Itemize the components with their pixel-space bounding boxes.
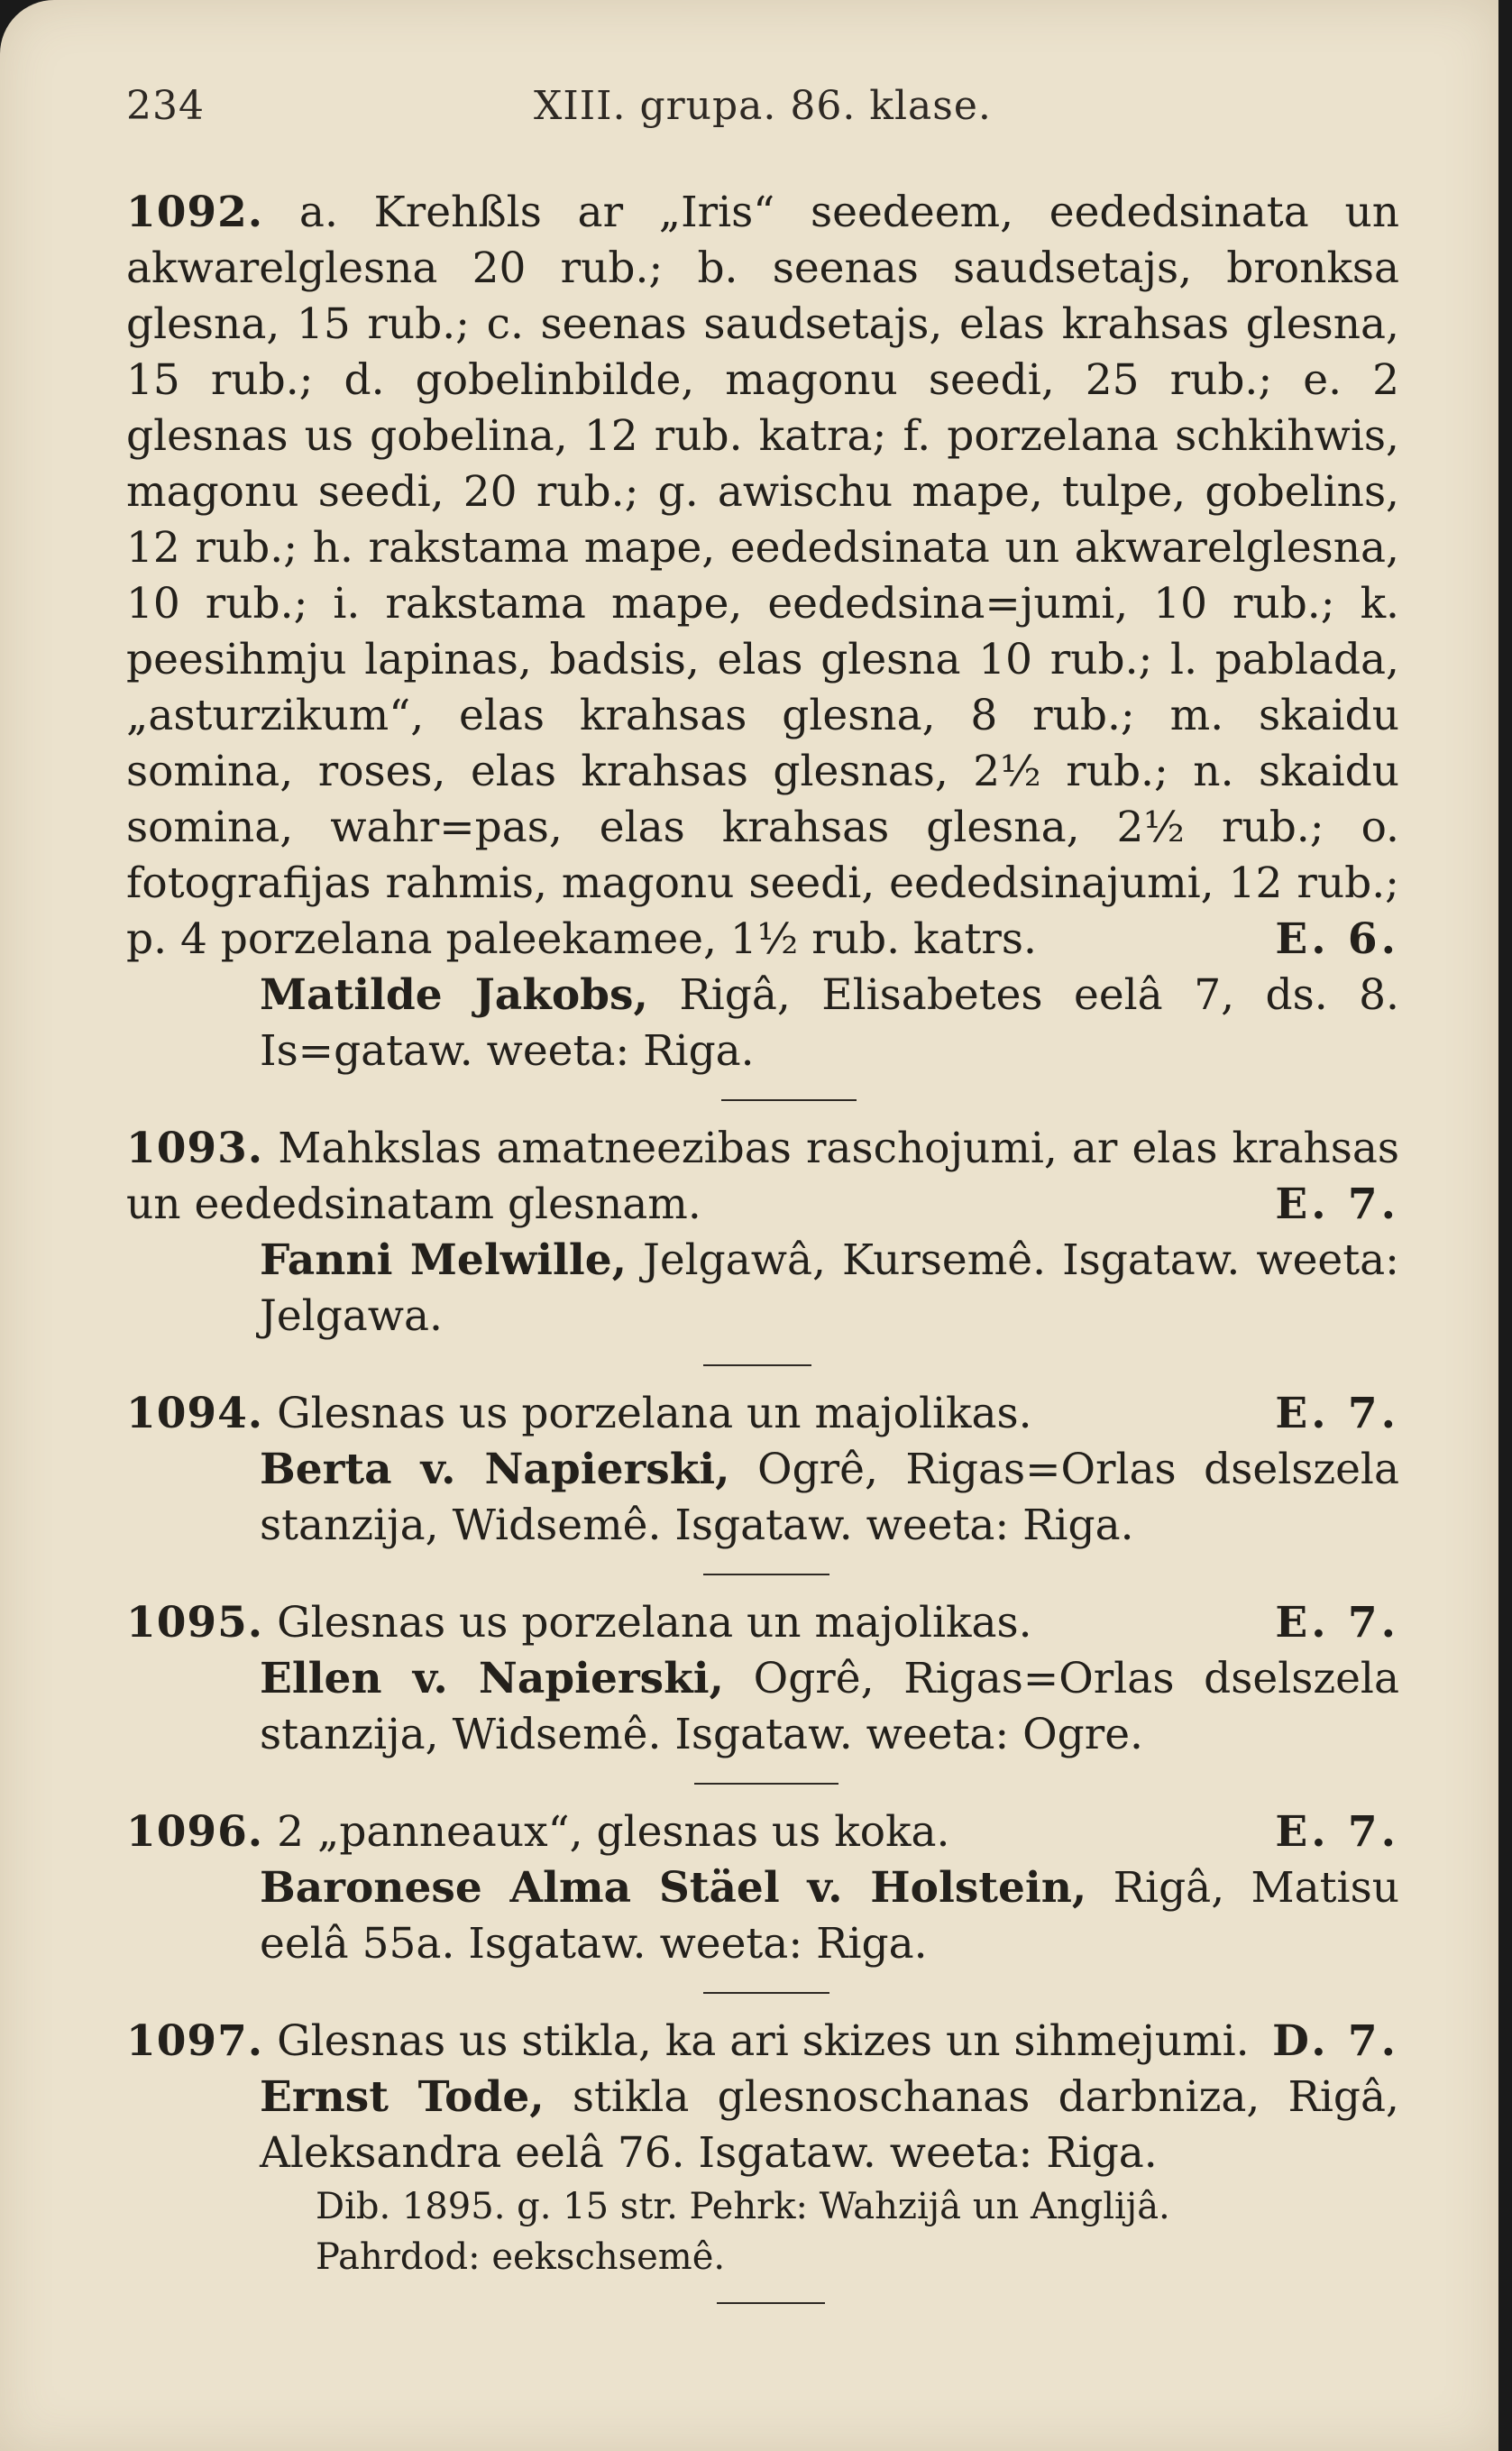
entry-number: 1097.: [126, 2016, 264, 2066]
separator-rule: [703, 1364, 811, 1366]
exhibitor-line: [126, 1442, 1399, 1554]
separator-rule: [703, 1574, 829, 1575]
entry-mark: E. 7.: [1275, 1598, 1399, 1648]
sales-info: Pahrdod: eekschsemê.: [316, 2236, 726, 2278]
exhibitor-line: [126, 1651, 1399, 1763]
entry-description-text: Glesnas us porzelana un majolikas.: [277, 1598, 1032, 1648]
entry-description-text: Glesnas us porzelana un majolikas.: [277, 1389, 1032, 1438]
separator-rule: [721, 1099, 857, 1101]
page-number: 234: [126, 83, 205, 129]
separator-rule: [703, 1992, 829, 1994]
catalog-entry: [126, 1804, 1399, 1972]
exhibitor-info: Rigâ, Elisabetes eelâ 7, ds. 8. Is=gataw. weeta: Riga.: [260, 970, 1399, 1076]
entry-mark: E. 7.: [1275, 1389, 1399, 1438]
exhibitor-line: [126, 2070, 1399, 2181]
entry-description-text: a. Krehßls ar „Iris“ seedeem, eededsinata un akwarelglesna 20 rub.; b. seenas saudsetajs, bronksa glesna, 15 rub.; c. seenas saudsetajs, elas krahsas glesna, 15 rub.; d. gobelinbilde, magonu seedi, 25 rub.; e. 2 glesnas us gobelina, 12 rub. katra; f. porzelana schkihwis, magonu seedi, 20 rub.; g. awischu mape, tulpe, gobelins, 12 rub.; h. rakstama mape, eededsinata un akwarelglesna, 10 rub.; i. rakstama mape, eededsina=jumi, 10 rub.; k. peesihmju lapinas, badsis, elas glesna 10 rub.; l. pablada, „asturzikum“, elas krahsas glesna, 8 rub.; m. skaidu somina, roses, elas krahsas glesnas, 2½ rub.; n. skaidu somina, wahr=pas, elas krahsas glesna, 2½ rub.; o. fotografijas rahmis, magonu seedi, eededsinajumi, 12 rub.; p. 4 porzelana paleekamee, 1½ rub. katrs.: [126, 188, 1399, 964]
exhibitor-name: Ellen v. Napierski,: [260, 1654, 724, 1703]
entry-description-text: Glesnas us stikla, ka ari skizes un sihmejumi.: [277, 2016, 1250, 2066]
exhibitor-name: Fanni Melwille,: [260, 1235, 627, 1285]
entry-mark: D. 7.: [1272, 2016, 1399, 2066]
exhibitor-name: Berta v. Napierski,: [260, 1445, 730, 1494]
entry-description: [126, 1804, 1399, 1860]
entry-description: [126, 185, 1399, 968]
catalog-entry: [126, 1386, 1399, 1554]
exhibitor-info: stikla glesnoschanas darbniza, Rigâ, Aleksandra eelâ 76. Isgataw. weeta: Riga.: [260, 2072, 1399, 2178]
catalog-entry: [126, 185, 1399, 1079]
exhibitor-line: [126, 968, 1399, 1079]
entry-description: [126, 1386, 1399, 1442]
entry-number: 1096.: [126, 1807, 264, 1857]
entry-mark: E. 6.: [1275, 914, 1399, 964]
entry-mark: E. 7.: [1275, 1180, 1399, 1229]
exhibitor-info: Ogrê, Rigas=Orlas dselszela stanzija, Widsemê. Isgataw. weeta: Ogre.: [260, 1654, 1399, 1759]
exhibitor-info: Rigâ, Matisu eelâ 55a. Isgataw. weeta: Riga.: [260, 1863, 1399, 1969]
catalog-entry: [126, 1595, 1399, 1763]
entry-description-text: 2 „panneaux“, glesnas us koka.: [277, 1807, 950, 1857]
entry-description: [126, 1595, 1399, 1651]
exhibitor-info: Ogrê, Rigas=Orlas dselszela stanzija, Widsemê. Isgataw. weeta: Riga.: [260, 1445, 1399, 1550]
exhibitor-line: [126, 1860, 1399, 1972]
page-header: [126, 83, 1388, 137]
catalog-entry: [126, 2014, 1399, 2282]
separator-rule: [717, 2302, 825, 2304]
exhibitor-name: Baronese Alma Stäel v. Holstein,: [260, 1863, 1087, 1913]
catalog-text: [126, 185, 1399, 2324]
exhibitor-info: Jelgawâ, Kursemê. Isgataw. weeta: Jelgawa.: [260, 1235, 1399, 1341]
entry-description-text: Mahkslas amatneezibas raschojumi, ar elas krahsas un eededsinatam glesnam.: [126, 1124, 1399, 1229]
exhibitor-line: [126, 1233, 1399, 1345]
entry-number: 1095.: [126, 1598, 264, 1648]
entry-number: 1094.: [126, 1389, 264, 1438]
founding-info: Dib. 1895. g. 15 str. Pehrk: Wahzijâ un Anglijâ.: [316, 2186, 1170, 2227]
entry-description: [126, 1121, 1399, 1233]
separator-rule: [694, 1783, 838, 1785]
entry-number: 1093.: [126, 1124, 264, 1173]
entry-number: 1092.: [126, 188, 264, 237]
group-class-heading: XIII. grupa. 86. klase.: [534, 83, 992, 129]
catalog-entry: [126, 1121, 1399, 1345]
entry-mark: E. 7.: [1275, 1807, 1399, 1857]
exhibitor-name: Ernst Tode,: [260, 2072, 545, 2122]
exhibitor-name: Matilde Jakobs,: [260, 970, 648, 1020]
entry-description: [126, 2014, 1399, 2070]
